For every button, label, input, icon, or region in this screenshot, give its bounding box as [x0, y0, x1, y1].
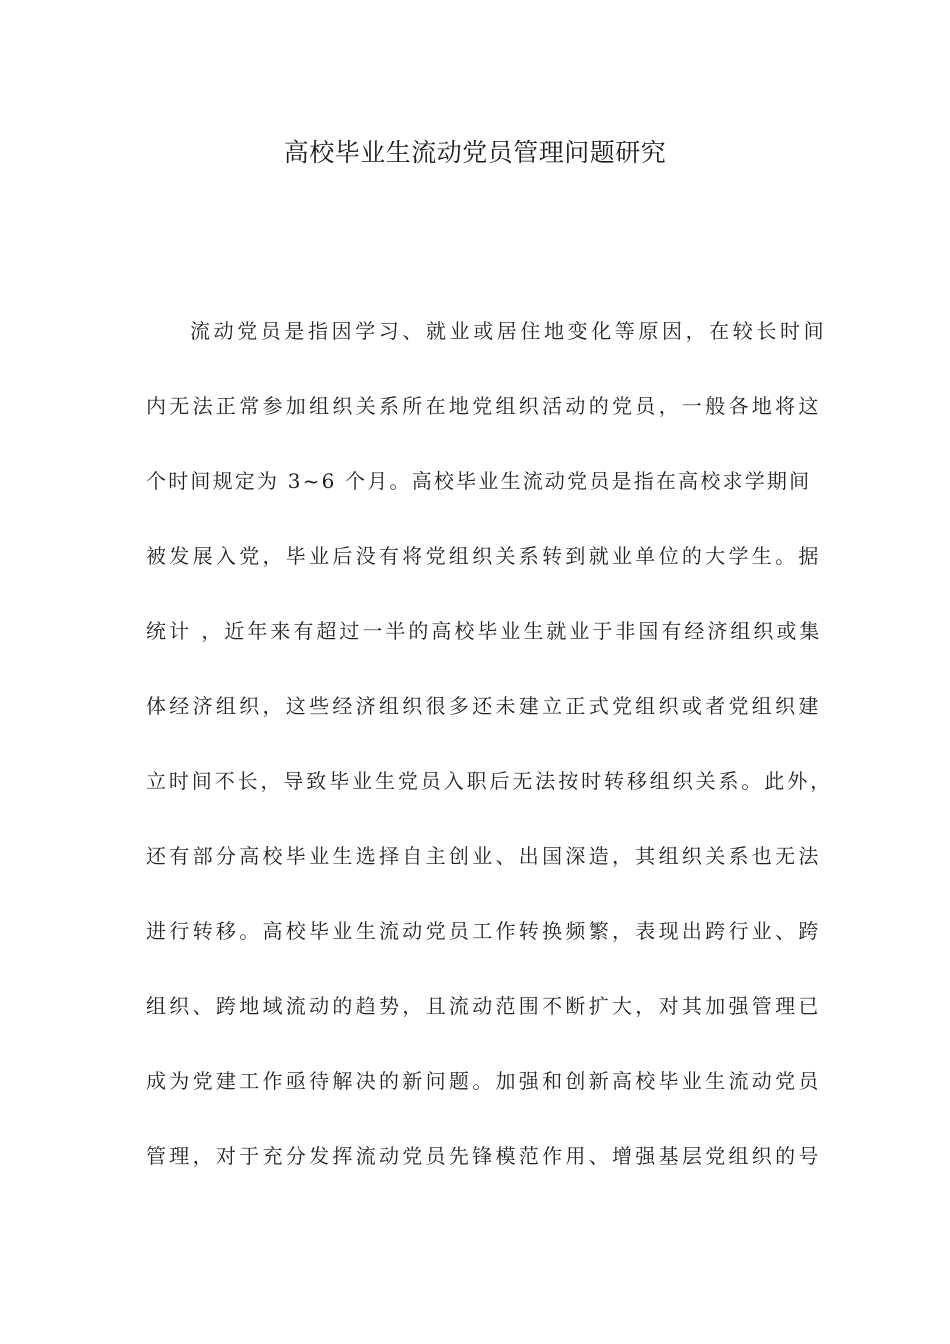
paragraph-line: 体经济组织，这些经济组织很多还未建立正式党组织或者党组织建 — [146, 694, 822, 718]
paragraph-line: 管理，对于充分发挥流动党员先锋模范作用、增强基层党组织的号 — [146, 1144, 822, 1168]
paragraph-line: 统计 ，近年来有超过一半的高校毕业生就业于非国有经济组织或集 — [146, 619, 823, 643]
paragraph-line: 个时间规定为 3~6 个月。高校毕业生流动党员是指在高校求学期间 — [146, 469, 812, 493]
paragraph-line: 被发展入党，毕业后没有将党组织关系转到就业单位的大学生。据 — [146, 544, 822, 568]
paragraph-line: 组织、跨地域流动的趋势，且流动范围不断扩大，对其加强管理已 — [146, 994, 822, 1018]
paragraph-line: 进行转移。高校毕业生流动党员工作转换频繁，表现出跨行业、跨 — [146, 919, 822, 943]
paragraph-line: 立时间不长，导致毕业生党员入职后无法按时转移组织关系。此外， — [146, 769, 833, 793]
paragraph-line: 还有部分高校毕业生选择自主创业、出国深造，其组织关系也无法 — [146, 844, 822, 868]
paragraph-line: 内无法正常参加组织关系所在地党组织活动的党员，一般各地将这 — [146, 394, 822, 418]
paragraph-line: 成为党建工作亟待解决的新问题。加强和创新高校毕业生流动党员 — [146, 1069, 822, 1093]
paragraph-line: 流动党员是指因学习、就业或居住地变化等原因，在较长时间 — [190, 319, 828, 343]
document-title: 高校毕业生流动党员管理问题研究 — [283, 138, 667, 167]
